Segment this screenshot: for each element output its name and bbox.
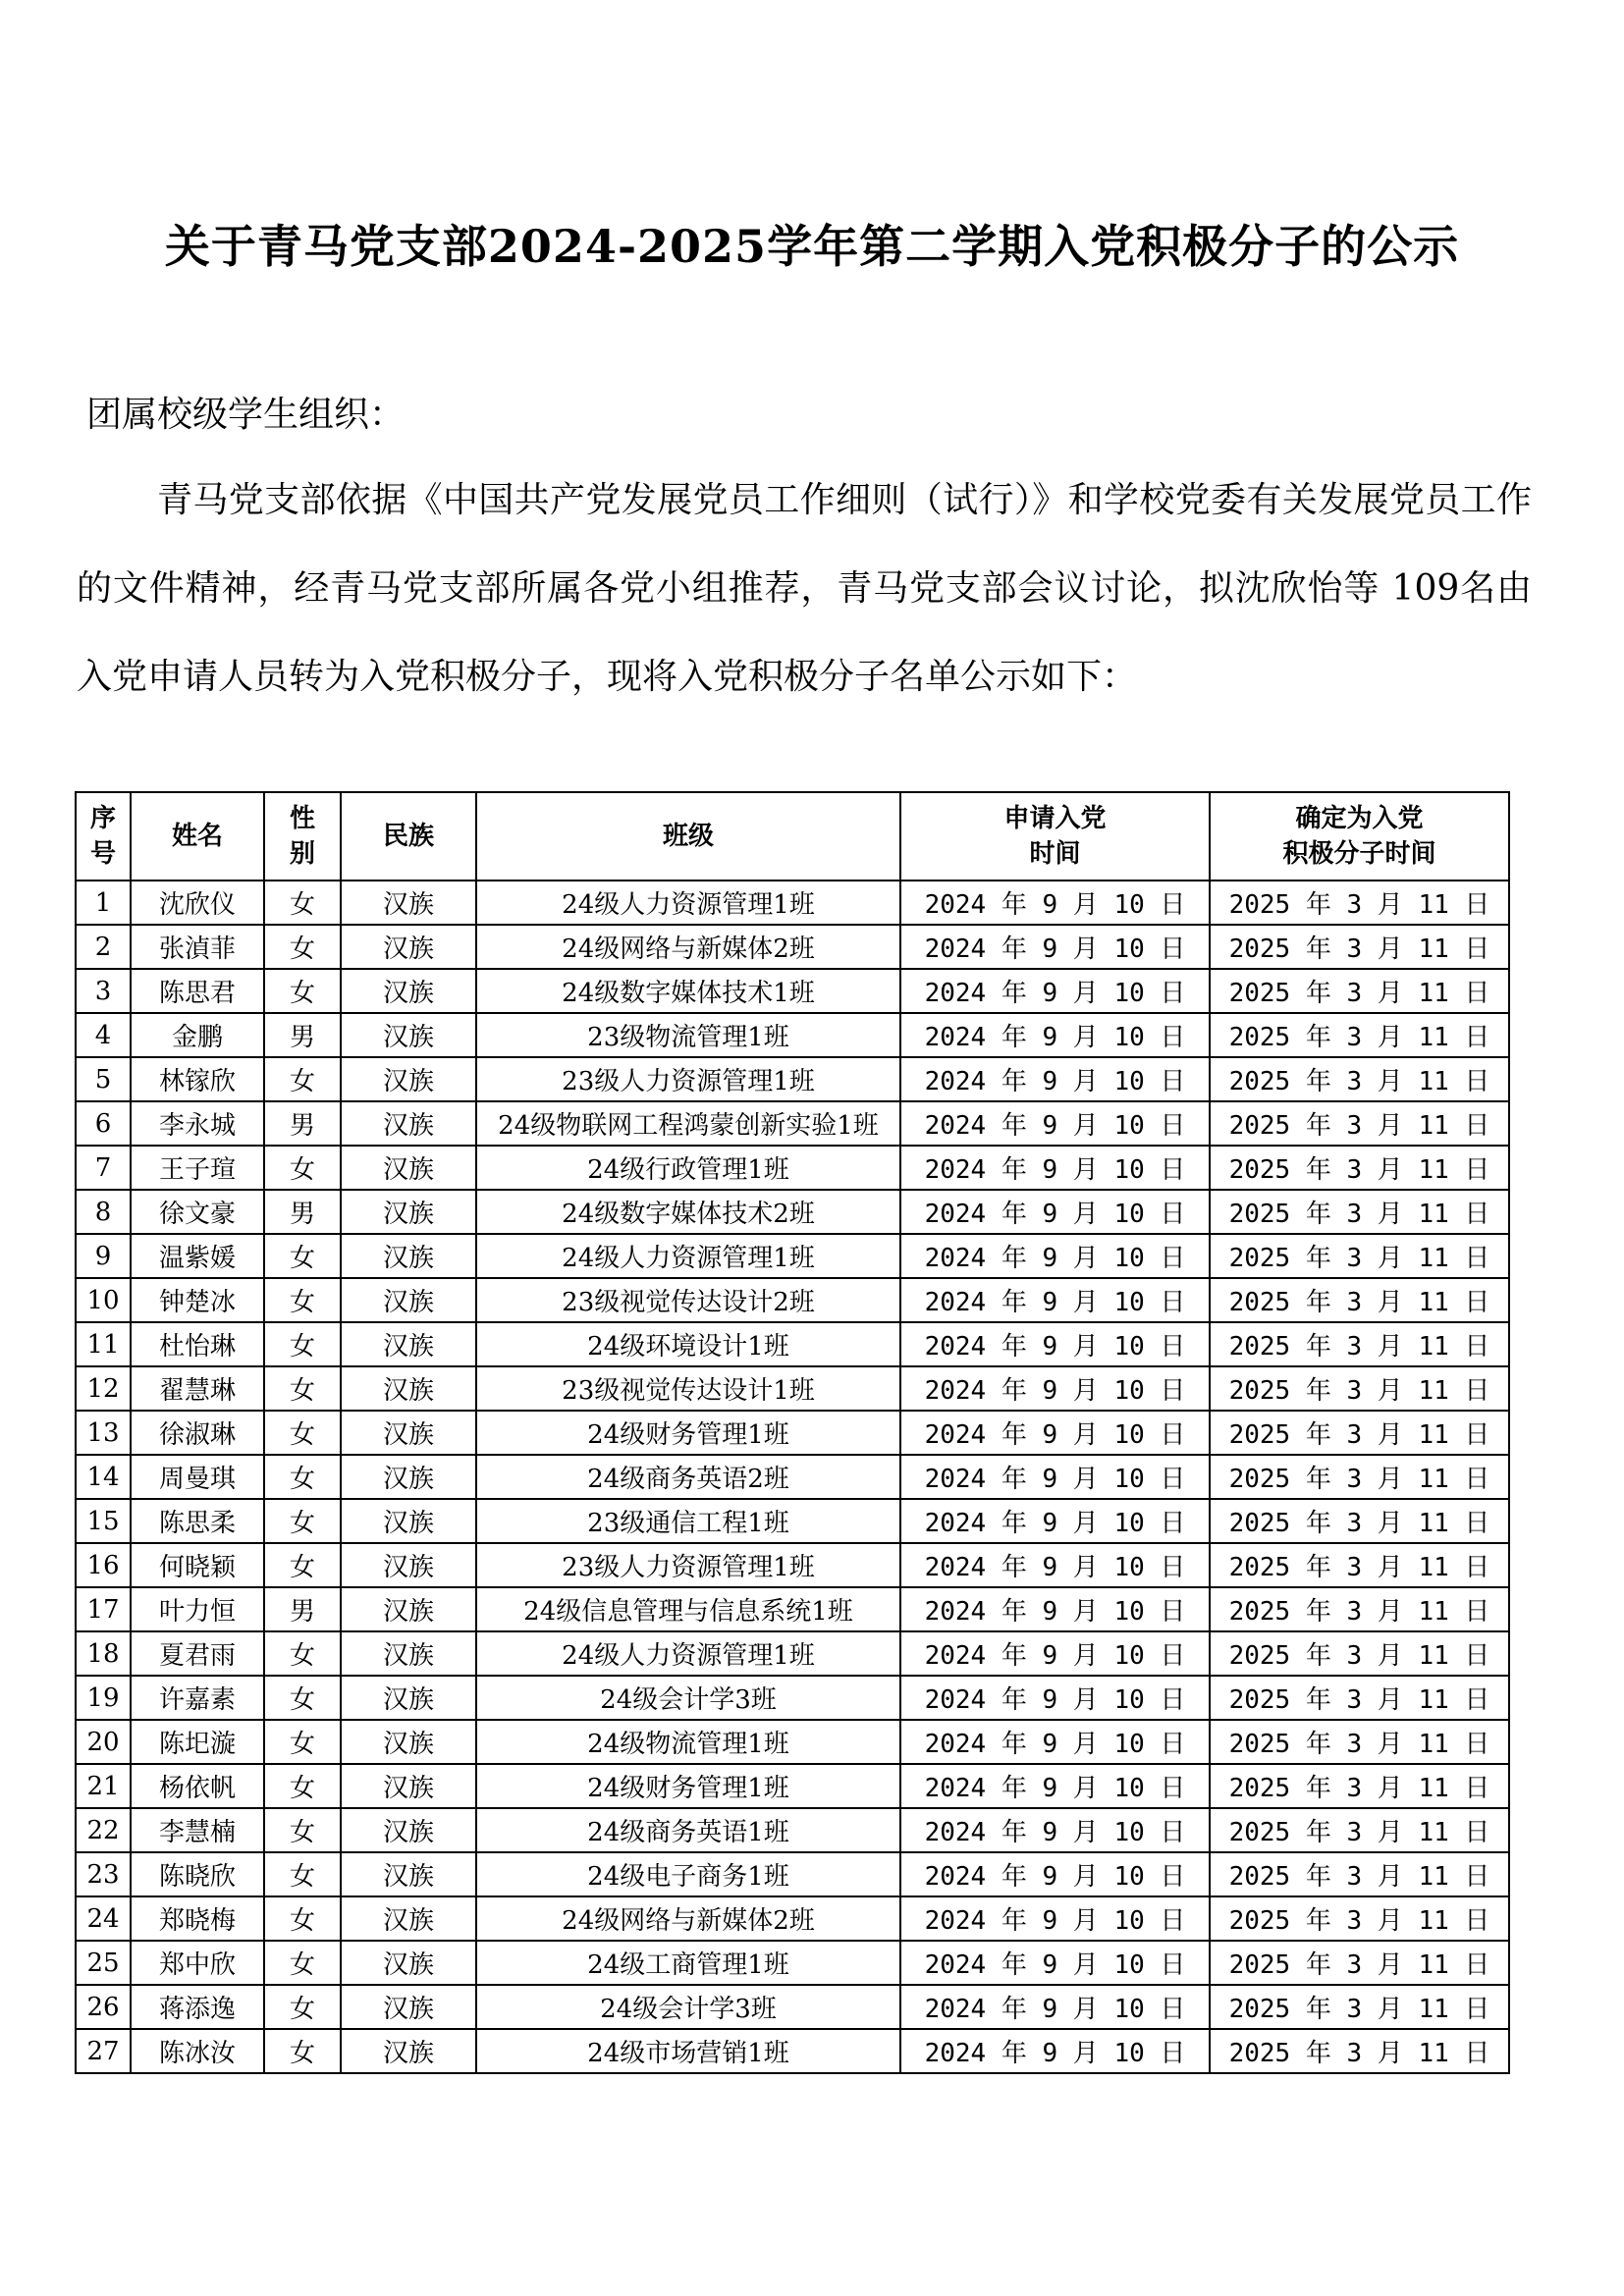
cell-name: 徐文豪: [131, 1190, 264, 1234]
table-row: [76, 1896, 1509, 1941]
cell-ethnicity: 汉族: [341, 925, 476, 969]
table-row: [76, 1808, 1509, 1852]
cell-gender: 女: [264, 1985, 341, 2029]
table-row: [76, 925, 1509, 969]
cell-name: 王子瑄: [131, 1146, 264, 1190]
cell-confirm-date: 2025 年 3 月 11 日: [1210, 1101, 1509, 1146]
cell-confirm-date: 2025 年 3 月 11 日: [1210, 1808, 1509, 1852]
cell-gender: 女: [264, 1278, 341, 1322]
table-row: [76, 1013, 1509, 1057]
cell-index: 4: [76, 1013, 131, 1057]
header-index-line2: 号: [89, 839, 116, 869]
table-header: [76, 792, 1509, 881]
table-row: [76, 1676, 1509, 1720]
cell-apply-date: 2024 年 9 月 10 日: [900, 1190, 1210, 1234]
cell-index: 14: [76, 1455, 131, 1499]
cell-apply-date: 2024 年 9 月 10 日: [900, 1455, 1210, 1499]
cell-gender: 女: [264, 1941, 341, 1985]
table-row: [76, 1146, 1509, 1190]
cell-gender: 男: [264, 1190, 341, 1234]
cell-confirm-date: 2025 年 3 月 11 日: [1210, 2029, 1509, 2073]
table-body: [76, 881, 1509, 2073]
cell-confirm-date: 2025 年 3 月 11 日: [1210, 1278, 1509, 1322]
cell-confirm-date: 2025 年 3 月 11 日: [1210, 1764, 1509, 1808]
cell-apply-date: 2024 年 9 月 10 日: [900, 1101, 1210, 1146]
cell-apply-date: 2024 年 9 月 10 日: [900, 969, 1210, 1013]
cell-apply-date: 2024 年 9 月 10 日: [900, 1499, 1210, 1543]
table-row: [76, 1101, 1509, 1146]
cell-confirm-date: 2025 年 3 月 11 日: [1210, 969, 1509, 1013]
cell-name: 徐淑琳: [131, 1411, 264, 1455]
cell-apply-date: 2024 年 9 月 10 日: [900, 1896, 1210, 1941]
cell-apply-date: 2024 年 9 月 10 日: [900, 1366, 1210, 1411]
cell-ethnicity: 汉族: [341, 1852, 476, 1896]
cell-apply-date: 2024 年 9 月 10 日: [900, 1278, 1210, 1322]
cell-confirm-date: 2025 年 3 月 11 日: [1210, 1852, 1509, 1896]
cell-index: 23: [76, 1852, 131, 1896]
table-row: [76, 2029, 1509, 2073]
cell-apply-date: 2024 年 9 月 10 日: [900, 1057, 1210, 1101]
cell-apply-date: 2024 年 9 月 10 日: [900, 925, 1210, 969]
cell-ethnicity: 汉族: [341, 1411, 476, 1455]
cell-class: 23级视觉传达设计2班: [476, 1278, 900, 1322]
cell-name: 李慧楠: [131, 1808, 264, 1852]
cell-ethnicity: 汉族: [341, 881, 476, 925]
cell-name: 李永城: [131, 1101, 264, 1146]
cell-gender: 女: [264, 1896, 341, 1941]
cell-ethnicity: 汉族: [341, 1543, 476, 1587]
cell-class: 24级物流管理1班: [476, 1720, 900, 1764]
cell-gender: 女: [264, 1720, 341, 1764]
cell-apply-date: 2024 年 9 月 10 日: [900, 1013, 1210, 1057]
cell-apply-date: 2024 年 9 月 10 日: [900, 1852, 1210, 1896]
cell-gender: 女: [264, 1676, 341, 1720]
cell-class: 23级视觉传达设计1班: [476, 1366, 900, 1411]
cell-index: 17: [76, 1587, 131, 1631]
table-row: [76, 1587, 1509, 1631]
cell-gender: 女: [264, 2029, 341, 2073]
table-row: [76, 1852, 1509, 1896]
table-row: [76, 1631, 1509, 1676]
table-row: [76, 1543, 1509, 1587]
cell-gender: 女: [264, 1808, 341, 1852]
cell-confirm-date: 2025 年 3 月 11 日: [1210, 1455, 1509, 1499]
table-row: [76, 1366, 1509, 1411]
cell-class: 24级财务管理1班: [476, 1411, 900, 1455]
cell-gender: 女: [264, 925, 341, 969]
cell-gender: 女: [264, 1057, 341, 1101]
cell-class: 24级市场营销1班: [476, 2029, 900, 2073]
cell-class: 24级人力资源管理1班: [476, 881, 900, 925]
cell-confirm-date: 2025 年 3 月 11 日: [1210, 1013, 1509, 1057]
cell-index: 10: [76, 1278, 131, 1322]
table-row: [76, 1057, 1509, 1101]
cell-gender: 女: [264, 1234, 341, 1278]
cell-class: 24级商务英语2班: [476, 1455, 900, 1499]
cell-gender: 女: [264, 1366, 341, 1411]
cell-name: 杜怡琳: [131, 1322, 264, 1366]
header-name: 姓名: [131, 792, 264, 881]
cell-name: 郑晓梅: [131, 1896, 264, 1941]
table-row: [76, 1985, 1509, 2029]
table-row: [76, 1720, 1509, 1764]
header-apply-line1: 申请入党: [1003, 804, 1107, 833]
cell-index: 22: [76, 1808, 131, 1852]
cell-gender: 女: [264, 1499, 341, 1543]
cell-ethnicity: 汉族: [341, 1322, 476, 1366]
cell-index: 5: [76, 1057, 131, 1101]
cell-gender: 男: [264, 1587, 341, 1631]
cell-apply-date: 2024 年 9 月 10 日: [900, 2029, 1210, 2073]
cell-confirm-date: 2025 年 3 月 11 日: [1210, 1146, 1509, 1190]
cell-apply-date: 2024 年 9 月 10 日: [900, 1720, 1210, 1764]
table-row: [76, 1764, 1509, 1808]
cell-apply-date: 2024 年 9 月 10 日: [900, 881, 1210, 925]
cell-confirm-date: 2025 年 3 月 11 日: [1210, 1985, 1509, 2029]
cell-name: 陈冰汝: [131, 2029, 264, 2073]
cell-class: 24级会计学3班: [476, 1676, 900, 1720]
cell-gender: 女: [264, 1322, 341, 1366]
cell-ethnicity: 汉族: [341, 1234, 476, 1278]
cell-gender: 女: [264, 1764, 341, 1808]
cell-confirm-date: 2025 年 3 月 11 日: [1210, 1322, 1509, 1366]
cell-ethnicity: 汉族: [341, 2029, 476, 2073]
cell-name: 叶力恒: [131, 1587, 264, 1631]
cell-apply-date: 2024 年 9 月 10 日: [900, 1676, 1210, 1720]
cell-ethnicity: 汉族: [341, 1808, 476, 1852]
header-ethnicity: 民族: [341, 792, 476, 881]
cell-gender: 女: [264, 1411, 341, 1455]
cell-index: 9: [76, 1234, 131, 1278]
cell-ethnicity: 汉族: [341, 1587, 476, 1631]
header-gender: [264, 792, 341, 881]
cell-index: 26: [76, 1985, 131, 2029]
cell-ethnicity: 汉族: [341, 1455, 476, 1499]
cell-class: 24级环境设计1班: [476, 1322, 900, 1366]
cell-gender: 女: [264, 969, 341, 1013]
cell-confirm-date: 2025 年 3 月 11 日: [1210, 1676, 1509, 1720]
table-row: [76, 1190, 1509, 1234]
cell-name: 张湞菲: [131, 925, 264, 969]
cell-name: 林镓欣: [131, 1057, 264, 1101]
cell-name: 钟楚冰: [131, 1278, 264, 1322]
cell-index: 13: [76, 1411, 131, 1455]
cell-confirm-date: 2025 年 3 月 11 日: [1210, 1190, 1509, 1234]
cell-apply-date: 2024 年 9 月 10 日: [900, 1941, 1210, 1985]
cell-name: 陈思君: [131, 969, 264, 1013]
cell-ethnicity: 汉族: [341, 1146, 476, 1190]
cell-class: 24级物联网工程鸿蒙创新实验1班: [476, 1101, 900, 1146]
cell-apply-date: 2024 年 9 月 10 日: [900, 1234, 1210, 1278]
header-index-line1: 序: [89, 804, 116, 833]
roster-table: [75, 791, 1510, 2074]
header-index: [76, 792, 131, 881]
cell-ethnicity: 汉族: [341, 1631, 476, 1676]
cell-confirm-date: 2025 年 3 月 11 日: [1210, 1057, 1509, 1101]
cell-ethnicity: 汉族: [341, 1101, 476, 1146]
cell-index: 7: [76, 1146, 131, 1190]
cell-index: 18: [76, 1631, 131, 1676]
cell-class: 23级通信工程1班: [476, 1499, 900, 1543]
cell-index: 3: [76, 969, 131, 1013]
table-row: [76, 969, 1509, 1013]
cell-index: 27: [76, 2029, 131, 2073]
table-row: [76, 881, 1509, 925]
cell-class: 24级数字媒体技术1班: [476, 969, 900, 1013]
table-row: [76, 1941, 1509, 1985]
cell-name: 陈思柔: [131, 1499, 264, 1543]
cell-confirm-date: 2025 年 3 月 11 日: [1210, 1366, 1509, 1411]
cell-ethnicity: 汉族: [341, 969, 476, 1013]
header-apply-line2: 时间: [1029, 839, 1081, 869]
header-row: [76, 792, 1509, 881]
cell-apply-date: 2024 年 9 月 10 日: [900, 1631, 1210, 1676]
cell-index: 19: [76, 1676, 131, 1720]
cell-name: 陈晓欣: [131, 1852, 264, 1896]
header-confirm-line1: 确定为入党: [1295, 804, 1424, 833]
cell-class: 24级人力资源管理1班: [476, 1234, 900, 1278]
cell-name: 沈欣仪: [131, 881, 264, 925]
cell-ethnicity: 汉族: [341, 1057, 476, 1101]
cell-apply-date: 2024 年 9 月 10 日: [900, 1411, 1210, 1455]
cell-apply-date: 2024 年 9 月 10 日: [900, 1543, 1210, 1587]
header-class: 班级: [476, 792, 900, 881]
cell-confirm-date: 2025 年 3 月 11 日: [1210, 1587, 1509, 1631]
cell-confirm-date: 2025 年 3 月 11 日: [1210, 1631, 1509, 1676]
cell-apply-date: 2024 年 9 月 10 日: [900, 1764, 1210, 1808]
cell-index: 21: [76, 1764, 131, 1808]
table-row: [76, 1455, 1509, 1499]
table-row: [76, 1411, 1509, 1455]
cell-ethnicity: 汉族: [341, 1985, 476, 2029]
cell-gender: 女: [264, 881, 341, 925]
cell-index: 6: [76, 1101, 131, 1146]
cell-class: 24级网络与新媒体2班: [476, 925, 900, 969]
cell-name: 金鹏: [131, 1013, 264, 1057]
cell-name: 许嘉素: [131, 1676, 264, 1720]
cell-confirm-date: 2025 年 3 月 11 日: [1210, 1411, 1509, 1455]
cell-class: 24级行政管理1班: [476, 1146, 900, 1190]
cell-apply-date: 2024 年 9 月 10 日: [900, 1808, 1210, 1852]
cell-name: 蒋添逸: [131, 1985, 264, 2029]
cell-confirm-date: 2025 年 3 月 11 日: [1210, 925, 1509, 969]
cell-apply-date: 2024 年 9 月 10 日: [900, 1985, 1210, 2029]
cell-gender: 女: [264, 1455, 341, 1499]
cell-ethnicity: 汉族: [341, 1676, 476, 1720]
cell-index: 2: [76, 925, 131, 969]
cell-gender: 男: [264, 1013, 341, 1057]
cell-class: 23级人力资源管理1班: [476, 1543, 900, 1587]
body-paragraph: 青马党支部依据《中国共产党发展党员工作细则（试行）》和学校党委有关发展党员工作的文件精神，经青马党支部所属各党小组推荐，青马党支部会议讨论，拟沈欣怡等 109名由入党申请人员转为入党积极分子，现将入党积极分子名单公示如下：: [77, 480, 1532, 697]
cell-apply-date: 2024 年 9 月 10 日: [900, 1146, 1210, 1190]
cell-class: 23级物流管理1班: [476, 1013, 900, 1057]
cell-class: 24级电子商务1班: [476, 1852, 900, 1896]
cell-index: 20: [76, 1720, 131, 1764]
cell-ethnicity: 汉族: [341, 1896, 476, 1941]
header-gender-line1: 性: [289, 804, 315, 833]
cell-class: 24级工商管理1班: [476, 1941, 900, 1985]
cell-name: 温紫媛: [131, 1234, 264, 1278]
cell-apply-date: 2024 年 9 月 10 日: [900, 1587, 1210, 1631]
cell-ethnicity: 汉族: [341, 1278, 476, 1322]
header-apply-date: [900, 792, 1210, 881]
cell-class: 24级数字媒体技术2班: [476, 1190, 900, 1234]
cell-confirm-date: 2025 年 3 月 11 日: [1210, 1896, 1509, 1941]
cell-gender: 女: [264, 1631, 341, 1676]
cell-ethnicity: 汉族: [341, 1366, 476, 1411]
cell-gender: 女: [264, 1543, 341, 1587]
cell-name: 陈圯漩: [131, 1720, 264, 1764]
cell-confirm-date: 2025 年 3 月 11 日: [1210, 1720, 1509, 1764]
cell-class: 24级信息管理与信息系统1班: [476, 1587, 900, 1631]
cell-class: 24级会计学3班: [476, 1985, 900, 2029]
cell-gender: 女: [264, 1146, 341, 1190]
cell-name: 周曼琪: [131, 1455, 264, 1499]
cell-ethnicity: 汉族: [341, 1720, 476, 1764]
table-row: [76, 1234, 1509, 1278]
cell-index: 25: [76, 1941, 131, 1985]
cell-ethnicity: 汉族: [341, 1941, 476, 1985]
cell-index: 16: [76, 1543, 131, 1587]
cell-ethnicity: 汉族: [341, 1764, 476, 1808]
cell-class: 23级人力资源管理1班: [476, 1057, 900, 1101]
cell-index: 11: [76, 1322, 131, 1366]
table-row: [76, 1278, 1509, 1322]
cell-index: 12: [76, 1366, 131, 1411]
cell-name: 郑中欣: [131, 1941, 264, 1985]
greeting: 团属校级学生组织：: [86, 395, 406, 435]
header-confirm-line2: 积极分子时间: [1282, 839, 1436, 869]
header-gender-line2: 别: [289, 839, 315, 869]
table-row: [76, 1499, 1509, 1543]
cell-index: 24: [76, 1896, 131, 1941]
cell-ethnicity: 汉族: [341, 1190, 476, 1234]
cell-name: 杨依帆: [131, 1764, 264, 1808]
cell-confirm-date: 2025 年 3 月 11 日: [1210, 881, 1509, 925]
cell-confirm-date: 2025 年 3 月 11 日: [1210, 1234, 1509, 1278]
cell-class: 24级人力资源管理1班: [476, 1631, 900, 1676]
cell-ethnicity: 汉族: [341, 1499, 476, 1543]
cell-class: 24级网络与新媒体2班: [476, 1896, 900, 1941]
cell-confirm-date: 2025 年 3 月 11 日: [1210, 1543, 1509, 1587]
cell-class: 24级商务英语1班: [476, 1808, 900, 1852]
cell-ethnicity: 汉族: [341, 1013, 476, 1057]
cell-gender: 女: [264, 1852, 341, 1896]
cell-index: 8: [76, 1190, 131, 1234]
cell-class: 24级财务管理1班: [476, 1764, 900, 1808]
cell-confirm-date: 2025 年 3 月 11 日: [1210, 1499, 1509, 1543]
page-title: 关于青马党支部2024-2025学年第二学期入党积极分子的公示: [164, 220, 1460, 273]
cell-index: 1: [76, 881, 131, 925]
cell-name: 翟慧琳: [131, 1366, 264, 1411]
cell-name: 夏君雨: [131, 1631, 264, 1676]
cell-name: 何晓颖: [131, 1543, 264, 1587]
cell-confirm-date: 2025 年 3 月 11 日: [1210, 1941, 1509, 1985]
cell-gender: 男: [264, 1101, 341, 1146]
cell-index: 15: [76, 1499, 131, 1543]
header-confirm-date: [1210, 792, 1509, 881]
cell-apply-date: 2024 年 9 月 10 日: [900, 1322, 1210, 1366]
table-row: [76, 1322, 1509, 1366]
